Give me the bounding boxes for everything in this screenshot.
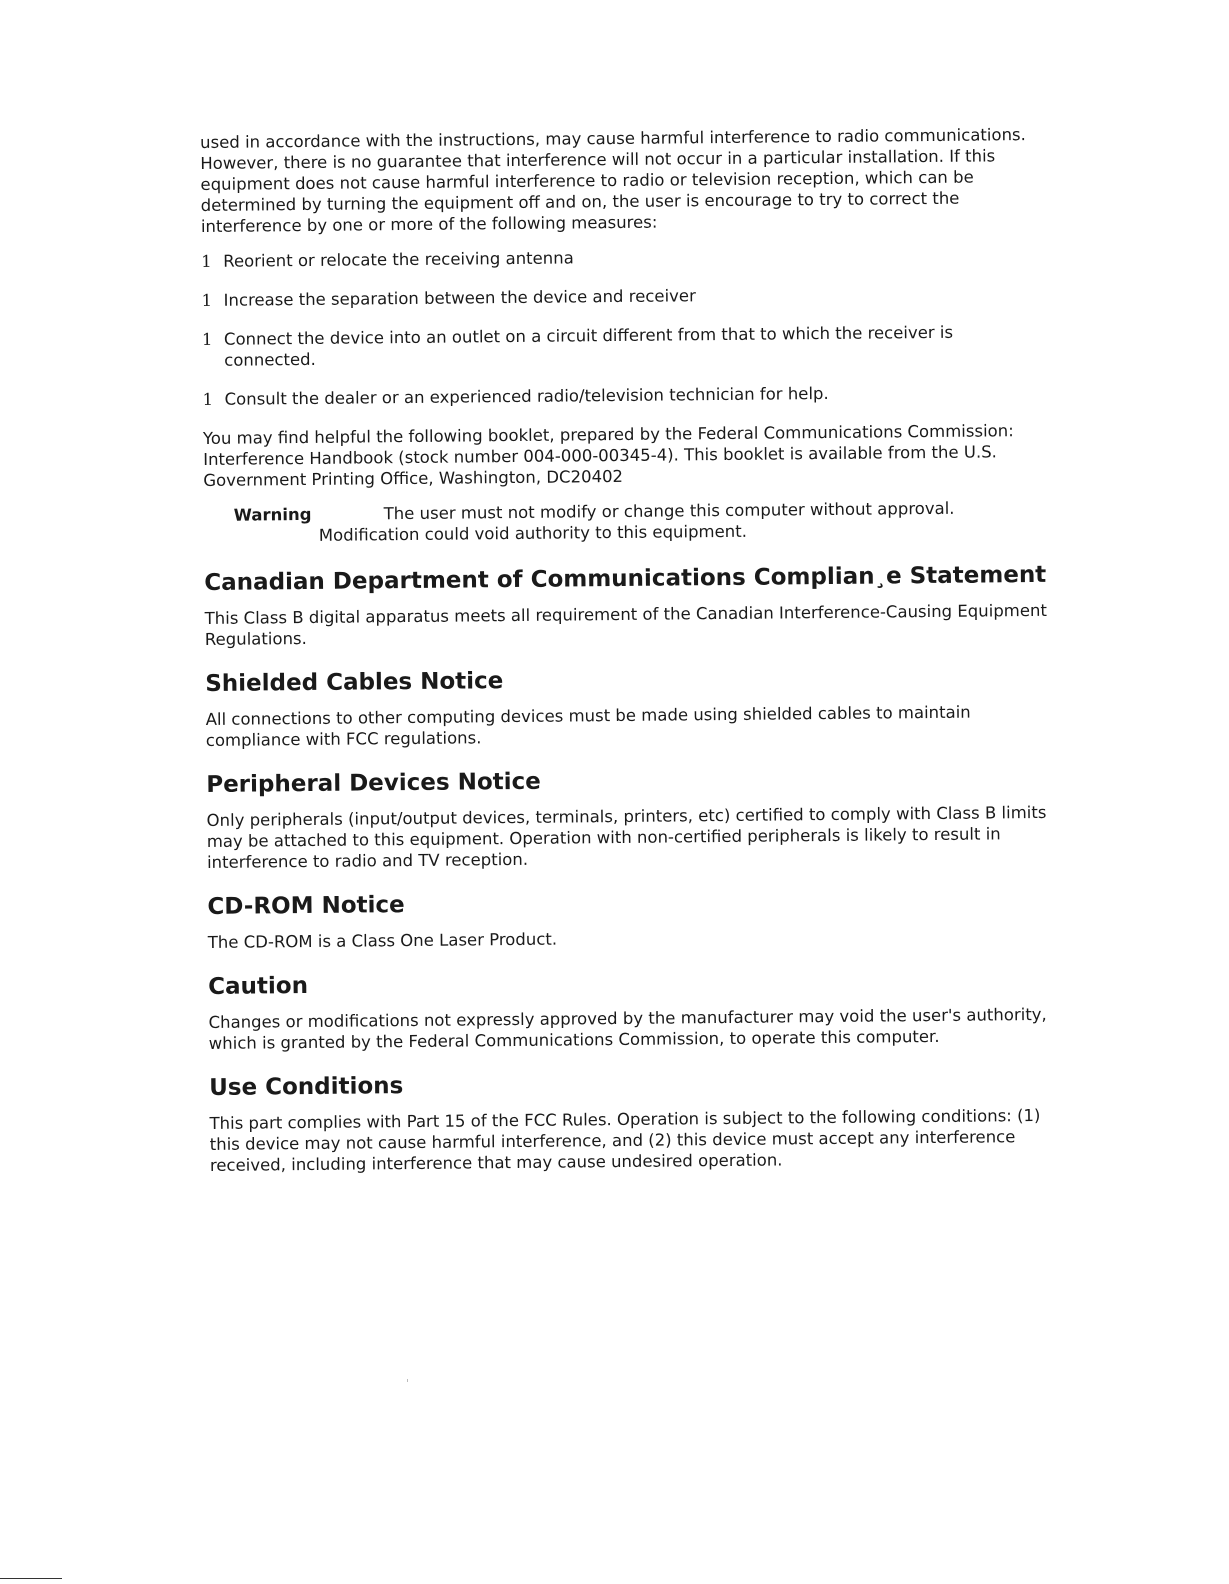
- section-body: All connections to other computing devices must be made using shielded cables to maintain compliance with FCC regulations.: [205, 702, 971, 750]
- measures-list: [201, 243, 1047, 410]
- bullet-marker: 1: [201, 290, 213, 310]
- section-heading: Peripheral Devices Notice: [206, 768, 541, 798]
- list-item-text: Increase the separation between the device and receiver: [223, 286, 696, 310]
- list-item: [201, 243, 1046, 272]
- list-item: [202, 282, 1047, 311]
- bullet-marker: 1: [201, 251, 212, 271]
- scan-speck: [407, 1379, 408, 1382]
- warning-line-2: Modification could void authority to this equipment.: [318, 521, 747, 545]
- warning-label: Warning: [233, 504, 312, 525]
- section-body: This part complies with Part 15 of the FCC Rules. Operation is subject to the following conditions: (1) this device may not cause harmful interference, and (2) this device must accept any interference received, including interference that may cause undesired operation.: [209, 1105, 1041, 1175]
- section-caution: [208, 967, 1054, 1054]
- footer-rule: [0, 1578, 62, 1579]
- warning-line-1: The user must not modify or change this computer without approval.: [383, 498, 955, 524]
- warning-note: [234, 497, 1049, 547]
- list-item-text: Consult the dealer or an experienced radio/television technician for help.: [224, 383, 829, 409]
- section-body: Changes or modifications not expressly approved by the manufacturer may void the user's authority, which is granted by the Federal Communications Commission, to operate this computer.: [208, 1004, 1047, 1053]
- list-item-text: Connect the device into an outlet on a circuit different from that to which the receiver is connected.: [223, 322, 954, 370]
- section-body: Only peripherals (input/output devices, terminals, printers, etc) certified to comply with Class B limits may be attached to this equipment. Operation with non-certified peripherals is likely to result in interference to radio and TV reception.: [206, 802, 1047, 872]
- section-peripheral-devices: [206, 765, 1052, 873]
- section-body: This Class B digital apparatus meets all requirement of the Canadian Interference-Causing Equipment Regulations.: [204, 600, 1047, 649]
- intro-paragraph: used in accordance with the instructions, may cause harmful interference to radio communications. However, there is no guarantee that interference will not occur in a particular installation. If this equipment does not cause harmful interference to radio or television reception, which can be determined by turning the equipment off and on, the user is encourage to try to correct the interference by one or more of the following measures:: [200, 125, 1026, 236]
- section-heading: Shielded Cables Notice: [205, 668, 504, 697]
- bullet-marker: 1: [202, 389, 214, 409]
- section-use-conditions: [209, 1068, 1055, 1176]
- list-item: [202, 381, 1047, 410]
- bullet-marker: 1: [201, 329, 213, 349]
- page-content: [200, 124, 1055, 1190]
- section-cd-rom: [207, 887, 1053, 953]
- section-heading: Canadian Department of Communications Complian¸e Statement: [204, 561, 1047, 596]
- booklet-paragraph: You may find helpful the following booklet, prepared by the Federal Communications Commission: Interference Handbook (stock number 004-000-00345-4). This booklet is available from the U.S. Government Printing Office, Washington, DC20402: [202, 421, 1014, 490]
- section-shielded-cables: [205, 664, 1051, 751]
- section-heading: Caution: [208, 973, 309, 1000]
- section-canadian-compliance: [204, 563, 1050, 650]
- list-item-text: Reorient or relocate the receiving antenna: [223, 248, 574, 271]
- section-heading: CD-ROM Notice: [207, 892, 405, 920]
- section-body: The CD-ROM is a Class One Laser Product.: [207, 929, 558, 952]
- section-heading: Use Conditions: [209, 1073, 404, 1101]
- list-item: [202, 321, 1047, 371]
